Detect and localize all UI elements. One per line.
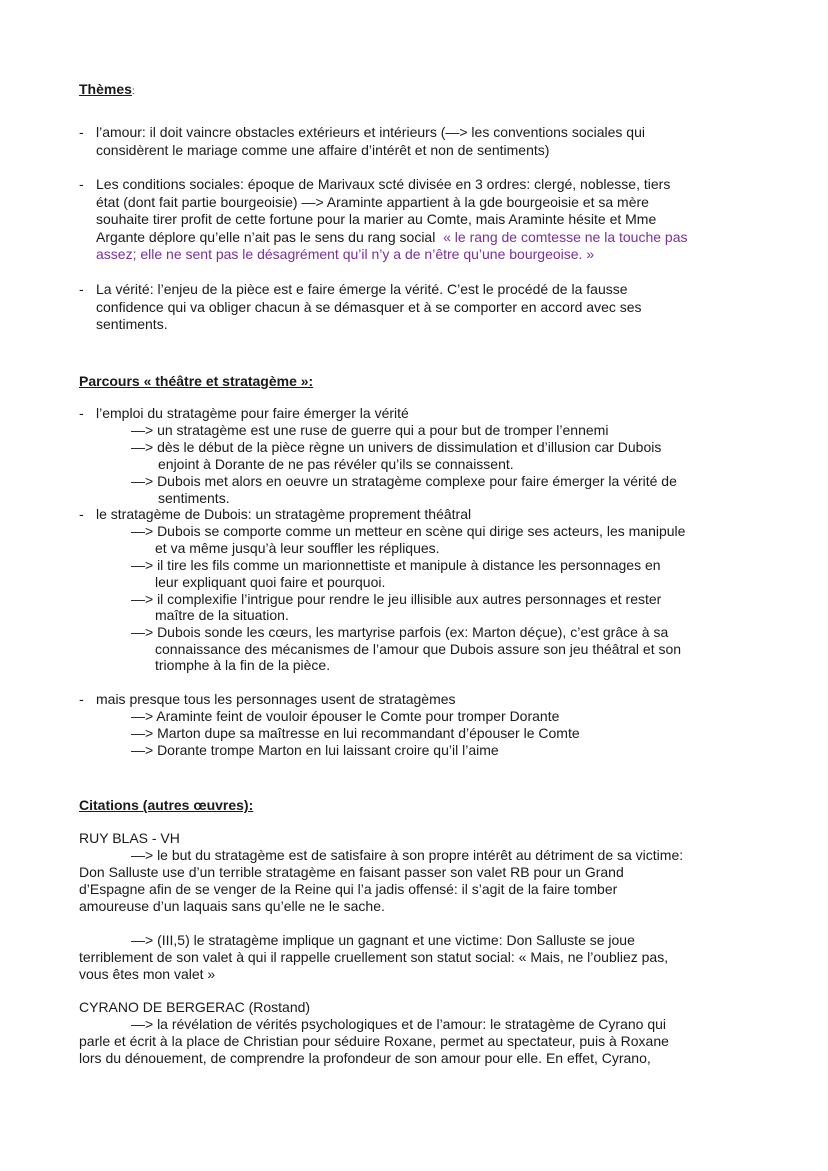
citation-line: parle et écrit à la place de Christian pour séduire Roxane, permet au spectateur, puis à Roxane bbox=[79, 1033, 669, 1049]
bullet-dash: - bbox=[79, 506, 84, 522]
theme-truth-line: sentiments. bbox=[96, 316, 168, 332]
citation-line: d’Espagne afin de se venger de la Reine qui l’a jadis offensé: il s’agit de la faire tomber bbox=[79, 881, 618, 897]
quote-text: « le rang de comtesse ne la touche pas bbox=[443, 229, 688, 245]
citation-line: —> le but du stratagème est de satisfaire à son propre intérêt au détriment de sa victime: bbox=[131, 847, 684, 863]
parcours-bullet: l’emploi du stratagème pour faire émerger la vérité bbox=[96, 405, 409, 421]
parcours-subpoint: —> Araminte feint de vouloir épouser le Comte pour tromper Dorante bbox=[131, 708, 560, 724]
parcours-subpoint: —> Dubois met alors en oeuvre un stratagème complexe pour faire émerger la vérité de bbox=[131, 473, 677, 489]
theme-truth-line: confidence qui va obliger chacun à se démasquer et à se comporter en accord avec ses bbox=[96, 299, 642, 315]
theme-social-line: Les conditions sociales: époque de Marivaux scté divisée en 3 ordres: clergé, noblesse, tiers bbox=[96, 176, 671, 192]
parcours-subpoint: —> il complexifie l’intrigue pour rendre le jeu illisible aux autres personnages et rester bbox=[131, 591, 662, 607]
bullet-dash: - bbox=[79, 176, 84, 192]
parcours-subpoint-cont: et va même jusqu’à leur souffler les répliques. bbox=[155, 540, 440, 556]
theme-love-line: l’amour: il doit vaincre obstacles extérieurs et intérieurs (—> les conventions sociales qui bbox=[96, 124, 645, 140]
parcours-subpoint: —> Dubois sonde les cœurs, les martyrise parfois (ex: Marton déçue), c’est grâce à sa bbox=[131, 624, 669, 640]
quote-text: assez; elle ne sent pas le désagrément qu’il n’y a de n’être qu’une bourgeoise. » bbox=[96, 246, 595, 262]
citation-line: vous êtes mon valet » bbox=[79, 966, 216, 982]
theme-social-line: état (dont fait partie bourgeoisie) —> Araminte appartient à la gde bourgeoisie et sa mère bbox=[96, 194, 649, 210]
parcours-subpoint: —> Dorante trompe Marton en lui laissant croire qu’il l’aime bbox=[131, 742, 499, 758]
bullet-dash: - bbox=[79, 281, 84, 297]
theme-social-line: Argante déplore qu’elle n’ait pas le sens du rang social « le rang de comtesse ne la touche pas bbox=[96, 229, 688, 245]
theme-love-line: considèrent le mariage comme une affaire d’intérêt et non de sentiments) bbox=[96, 142, 550, 158]
bullet-dash: - bbox=[79, 405, 84, 421]
parcours-subpoint: —> Dubois se comporte comme un metteur en scène qui dirige ses acteurs, les manipule bbox=[131, 523, 686, 539]
bullet-dash: - bbox=[79, 124, 84, 140]
parcours-subpoint: —> il tire les fils comme un marionnettiste et manipule à distance les personnages en bbox=[131, 557, 661, 573]
parcours-subpoint: —> Marton dupe sa maîtresse en lui recommandant d’épouser le Comte bbox=[131, 725, 580, 741]
citation-line: —> la révélation de vérités psychologiques et de l’amour: le stratagème de Cyrano qui bbox=[131, 1016, 667, 1032]
parcours-heading: Parcours « théâtre et stratagème »: bbox=[79, 373, 314, 389]
citation-line: Don Salluste use d’un terrible stratagème en faisant passer son valet RB pour un Grand bbox=[79, 864, 624, 880]
parcours-bullet: mais presque tous les personnages usent de stratagèmes bbox=[96, 691, 456, 707]
citation-work-title: CYRANO DE BERGERAC (Rostand) bbox=[79, 999, 311, 1015]
parcours-subpoint: —> un stratagème est une ruse de guerre qui a pour but de tromper l’ennemi bbox=[131, 422, 609, 438]
parcours-subpoint-cont: enjoint à Dorante de ne pas révéler qu’ils se connaissent. bbox=[158, 456, 514, 472]
theme-truth-line: La vérité: l’enjeu de la pièce est e faire émerge la vérité. C’est le procédé de la fausse bbox=[96, 281, 628, 297]
citation-line: —> (III,5) le stratagème implique un gagnant et une victime: Don Salluste se joue bbox=[131, 932, 635, 948]
parcours-subpoint-cont: maître de la situation. bbox=[155, 607, 289, 623]
parcours-subpoint-cont: triomphe à la fin de la pièce. bbox=[155, 657, 331, 673]
bullet-dash: - bbox=[79, 691, 84, 707]
citation-line: amoureuse d’un laquais sans qu’elle ne le sache. bbox=[79, 898, 385, 914]
themes-heading: Thèmes: bbox=[79, 81, 135, 97]
citations-heading: Citations (autres œuvres): bbox=[79, 797, 254, 813]
citation-line: terriblement de son valet à qui il rappelle cruellement son statut social: « Mais, ne l’oubliez pas, bbox=[79, 949, 669, 965]
parcours-subpoint-cont: connaissance des mécanismes de l’amour que Dubois assure son jeu théâtral et son bbox=[155, 641, 682, 657]
theme-social-line: souhaite tirer profit de cette fortune pour la marier au Comte, mais Araminte hésite et Mme bbox=[96, 211, 657, 227]
parcours-subpoint-cont: sentiments. bbox=[158, 490, 230, 506]
parcours-bullet: le stratagème de Dubois: un stratagème proprement théâtral bbox=[96, 506, 472, 522]
citation-line: lors du dénouement, de comprendre la profondeur de son amour pour elle. En effet, Cyrano, bbox=[79, 1050, 651, 1066]
parcours-subpoint: —> dès le début de la pièce règne un univers de dissimulation et d’illusion car Dubois bbox=[131, 439, 662, 455]
citation-work-title: RUY BLAS - VH bbox=[79, 830, 180, 846]
parcours-subpoint-cont: leur expliquant quoi faire et pourquoi. bbox=[155, 574, 386, 590]
